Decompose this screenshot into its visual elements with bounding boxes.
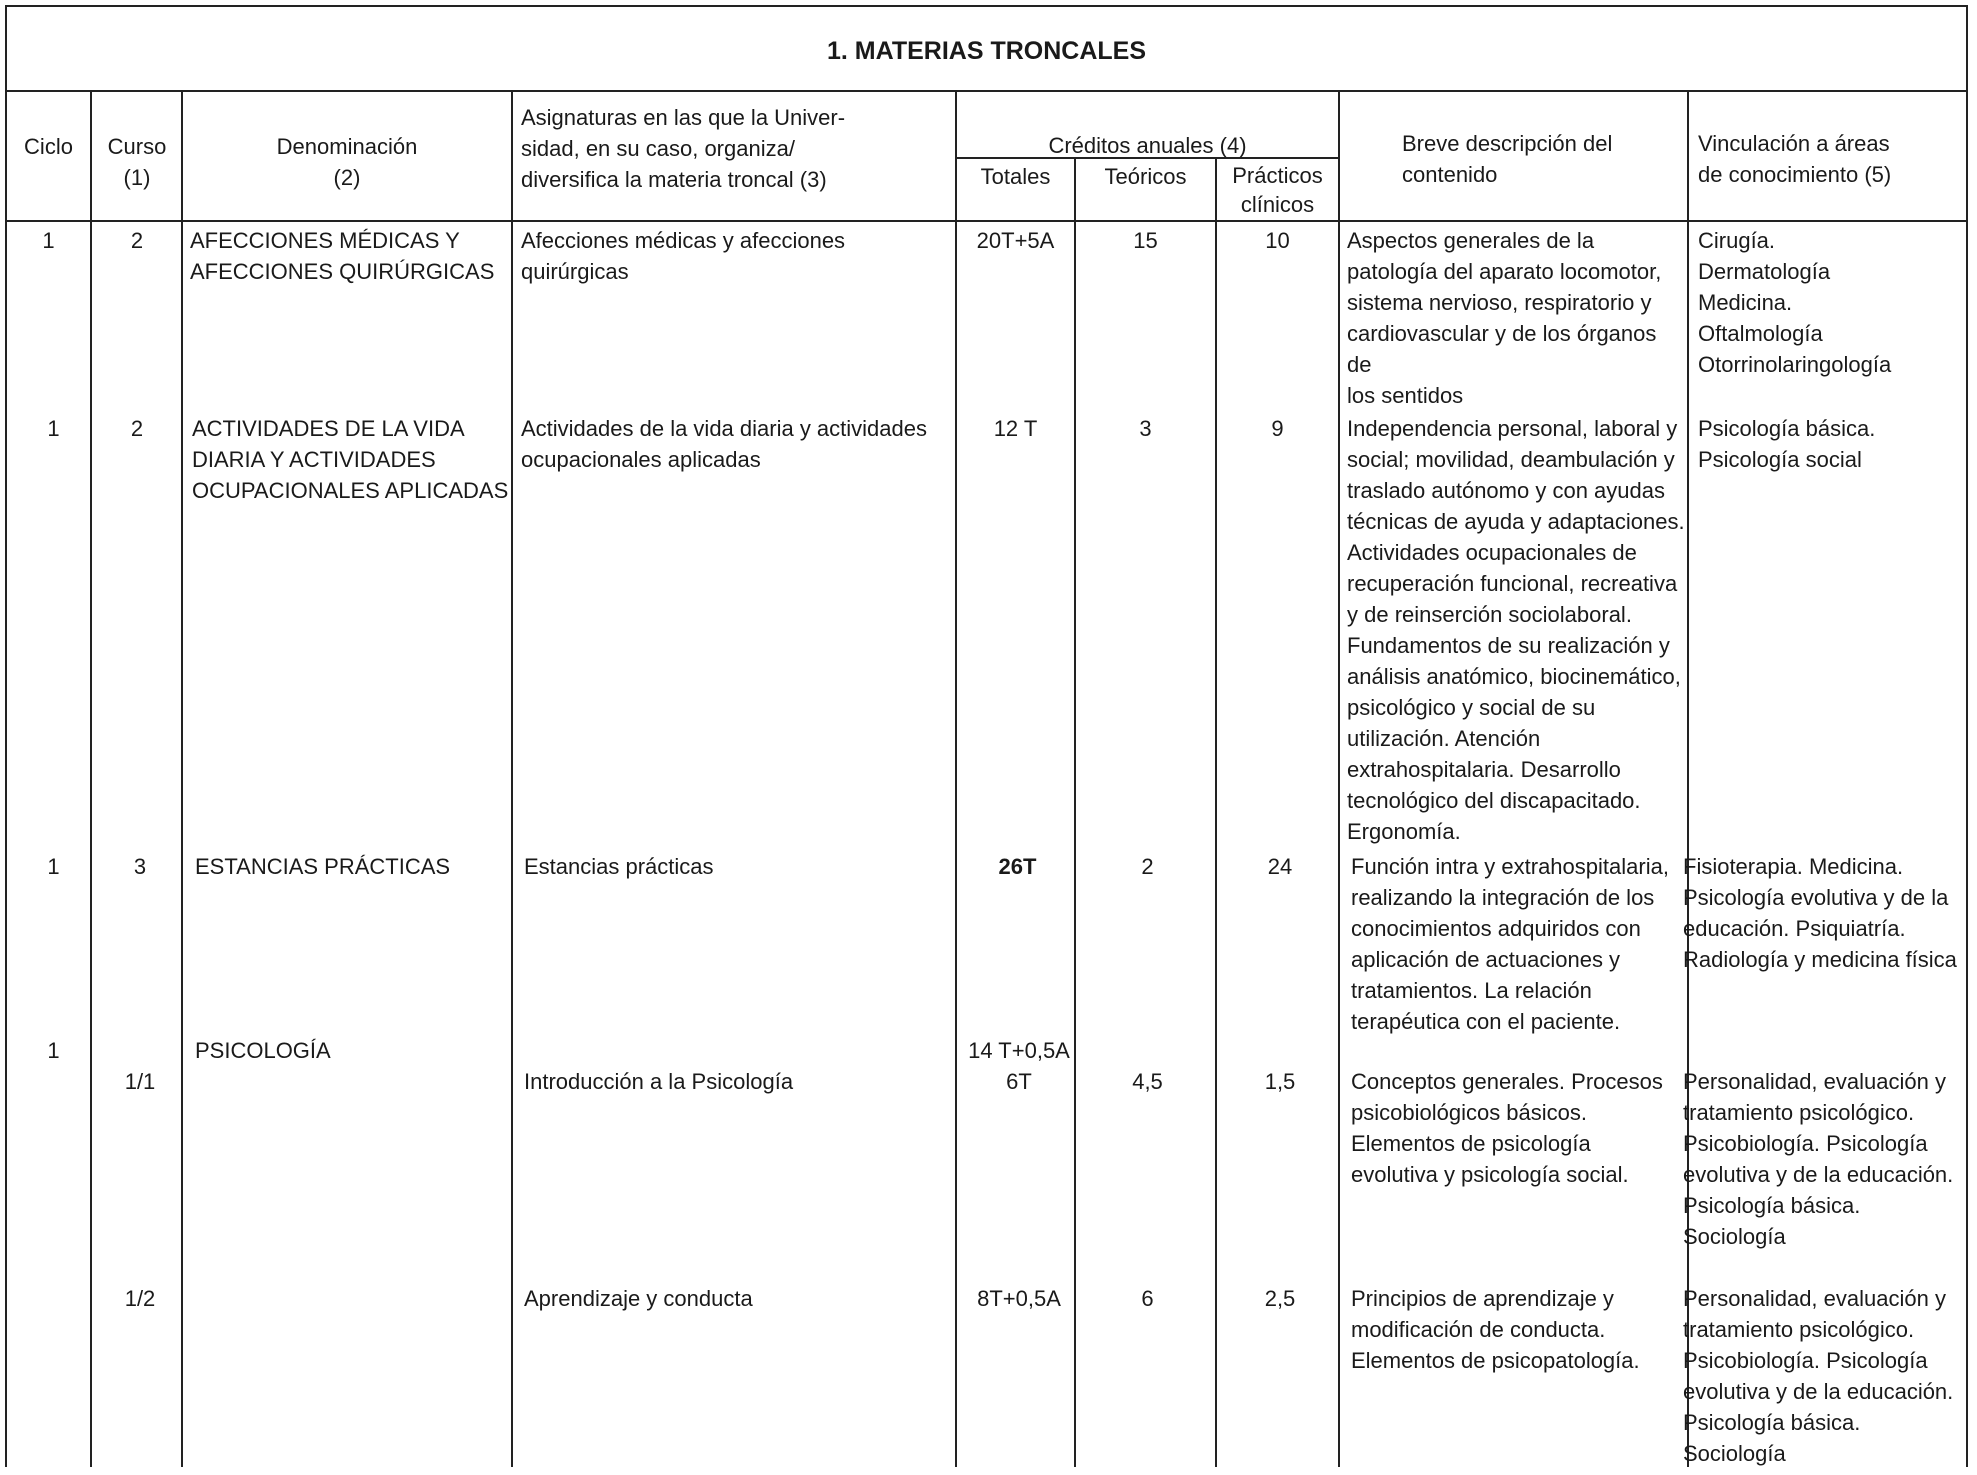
col-divider-totales: [1074, 157, 1076, 1467]
cell-denominacion: ESTANCIAS PRÁCTICAS: [195, 854, 451, 879]
cell-totales: 14 T+0,5A: [968, 1038, 1070, 1063]
cell-descripcion: Independencia personal, laboral y social; movilidad, deambulación y traslado autónomo y con ayudas técnicas de ayuda y adaptaciones. Actividades ocupacionales de recuperación funcional, recreativa y de reinserción sociolaboral. Fundamentos de su realización y análisis anatómico, biocinemático, psicológico y social de su utilización. Atención extrahospitalaria. Desarrollo tecnológico del discapacitado. Ergonomía.: [1347, 416, 1685, 844]
cell-vinculacion: Fisioterapia. Medicina. Psicología evolutiva y de la educación. Psiquiatría. Radiología y medicina física: [1683, 854, 1957, 972]
cell-totales: 8T+0,5A: [977, 1286, 1061, 1311]
cell-asignaturas: Aprendizaje y conducta: [524, 1286, 753, 1311]
cell-teoricos: 2: [1141, 854, 1154, 879]
cell-descripcion: Función intra y extrahospitalaria, realizando la integración de los conocimientos adquiridos con aplicación de actuaciones y tratamientos. La relación terapéutica con el paciente.: [1351, 854, 1669, 1034]
cell-curso: 3: [133, 854, 147, 879]
title-divider: [5, 90, 1968, 92]
cell-asignaturas: Estancias prácticas: [524, 854, 714, 879]
header-practicos: Prácticos clínicos: [1232, 163, 1323, 217]
header-totales: Totales: [980, 164, 1051, 189]
header-teoricos: Teóricos: [1104, 164, 1187, 189]
header-creditos: Créditos anuales (4): [1048, 133, 1247, 158]
cell-practicos: 1,5: [1264, 1069, 1296, 1094]
header-denominacion: Denominación (2): [276, 134, 418, 190]
cell-teoricos: 3: [1139, 416, 1152, 441]
header-ciclo: Ciclo: [24, 134, 73, 159]
cell-denominacion: AFECCIONES MÉDICAS Y AFECCIONES QUIRÚRGICAS: [190, 228, 495, 284]
table-border-right: [1966, 5, 1968, 1467]
col-divider-ciclo: [90, 90, 92, 1467]
col-divider-teoricos: [1215, 157, 1217, 1467]
cell-asignaturas: Afecciones médicas y afecciones quirúrgicas: [521, 228, 846, 284]
header-curso: Curso (1): [107, 134, 167, 190]
cell-vinculacion: Cirugía. Dermatología Medicina. Oftalmología Otorrinolaringología: [1698, 228, 1892, 377]
cell-totales: 6T: [1006, 1069, 1032, 1094]
cell-practicos: 9: [1271, 416, 1284, 441]
cell-asignaturas: Actividades de la vida diaria y actividades ocupacionales aplicadas: [521, 416, 928, 472]
col-divider-curso: [181, 90, 183, 1467]
col-divider-denominacion: [511, 90, 513, 1467]
cell-vinculacion: Personalidad, evaluación y tratamiento psicológico. Psicobiología. Psicología evolutiva y de la educación. Psicología básica. Sociología: [1683, 1069, 1954, 1249]
cell-practicos: 10: [1265, 228, 1290, 253]
cell-denominacion: ACTIVIDADES DE LA VIDA DIARIA Y ACTIVIDADES OCUPACIONALES APLICADAS: [192, 416, 509, 503]
cell-curso: 1/1: [124, 1069, 156, 1094]
cell-denominacion: PSICOLOGÍA: [195, 1038, 331, 1063]
cell-descripcion: Conceptos generales. Procesos psicobiológicos básicos. Elementos de psicología evolutiva y psicología social.: [1351, 1069, 1663, 1187]
cell-vinculacion: Psicología básica. Psicología social: [1698, 416, 1876, 472]
cell-ciclo: 1: [47, 416, 60, 441]
cell-vinculacion: Personalidad, evaluación y tratamiento psicológico. Psicobiología. Psicología evolutiva y de la educación. Psicología básica. Sociología: [1683, 1286, 1954, 1466]
cell-descripcion: Aspectos generales de la patología del aparato locomotor, sistema nervioso, respiratorio y cardiovascular y de los órganos de los sentidos: [1347, 228, 1662, 408]
header-asignaturas: Asignaturas en las que la Univer- sidad, en su caso, organiza/ diversifica la materia troncal (3): [521, 105, 846, 192]
table-border-top: [5, 5, 1968, 7]
table-title: 1. MATERIAS TRONCALES: [827, 37, 1146, 65]
cell-ciclo: 1: [47, 854, 60, 879]
header-divider: [5, 220, 1968, 222]
cell-teoricos: 15: [1133, 228, 1158, 253]
cell-practicos: 2,5: [1264, 1286, 1296, 1311]
col-divider-descripcion: [1687, 90, 1689, 1467]
cell-curso: 2: [130, 416, 144, 441]
cell-curso: 1/2: [124, 1286, 156, 1311]
header-vinculacion: Vinculación a áreas de conocimiento (5): [1698, 131, 1892, 187]
cell-ciclo: 1: [42, 228, 55, 253]
cell-asignaturas: Introducción a la Psicología: [524, 1069, 794, 1094]
col-divider-creditos: [1338, 90, 1340, 1467]
col-divider-asignaturas: [955, 90, 957, 1467]
header-descripcion: Breve descripción del contenido: [1402, 131, 1613, 187]
cell-totales: 26T: [998, 854, 1037, 879]
cell-totales: 12 T: [993, 416, 1038, 441]
cell-curso: 2: [130, 228, 144, 253]
cell-ciclo: 1: [47, 1038, 60, 1063]
cell-descripcion: Principios de aprendizaje y modificación de conducta. Elementos de psicopatología.: [1351, 1286, 1640, 1373]
cell-teoricos: 6: [1141, 1286, 1154, 1311]
cell-practicos: 24: [1267, 854, 1293, 879]
cell-totales: 20T+5A: [976, 228, 1055, 253]
cell-teoricos: 4,5: [1132, 1069, 1163, 1094]
